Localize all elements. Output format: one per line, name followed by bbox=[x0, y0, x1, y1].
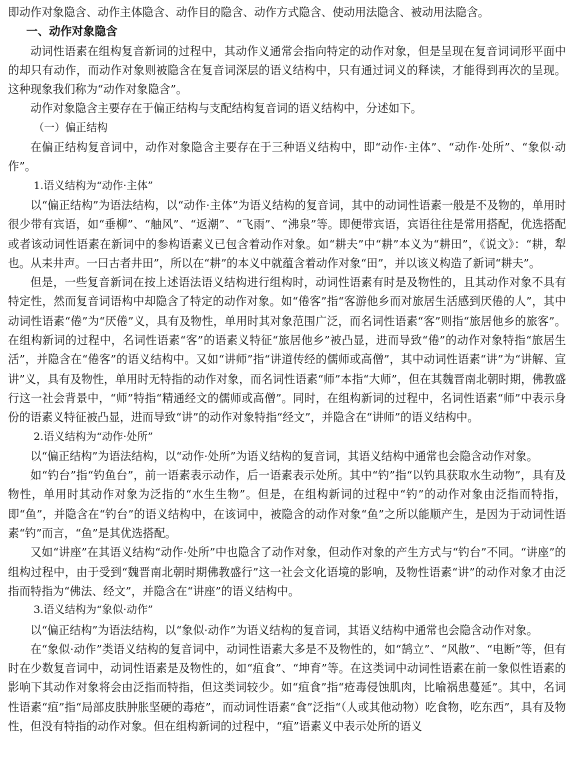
paragraph: 但是，一些复音新词在按上述语法语义结构进行组构时，动词性语素有时是及物性的，且其动作对象不具有特定性，然而复音词语构中却隐含了特定的动作对象。如“倦客”指“客游他乡而对旅居生活感到厌倦的人”，其中动词性语素“倦”为“厌倦”义，具有及物性，单用时其对象范围广泛，而名词性语素“客”则指“旅居他乡的旅客”。在组构新词的过程中，名词性语素“客”的语素义特征“旅居他乡”被凸显，进而导致“倦”的动作对象特指“旅居生活”，并隐含在“倦客”的语义结构中。又如“讲师”指“讲道传经的儒师或高僧”，其中动词性语素“讲”为“讲解、宣讲”义，具有及物性，单用时无特指的动作对象，而名词性语素“师”本指“大师”，但在其魏晋南北朝时期，佛教盛行这一社会背景中，“师”特指“精通经文的儒师或高僧”。同时，在组构新词的过程中，名词性语素“师”中表示身份的语素义特征被凸显，进而导致“讲”的动作对象特指“经文”，并隐含在“讲师”的语义结构中。 bbox=[8, 276, 566, 425]
subsection-heading: （一）偏正结构 bbox=[33, 121, 108, 134]
subsection-heading: 2.语义结构为“动作·处所” bbox=[33, 430, 154, 443]
paragraph: 动作对象隐含主要存在于偏正结构与支配结构复音词的语义结构中，分述如下。 bbox=[30, 102, 422, 116]
intro-line: 即动作对象隐含、动作主体隐含、动作目的隐含、动作方式隐含、使动用法隐含、被动用法隐含。 bbox=[8, 6, 490, 19]
paragraph: 动词性语素在组构复音新词的过程中，其动作义通常会指向特定的动作对象，但是呈现在复音词词形平面中的却只有动作，而动作对象则被隐含在复音词深层的语义结构中，只有通过词义的释读，才能得到再次的呈现。这种现象我们称为“动作对象隐含”。 bbox=[8, 44, 566, 97]
paragraph: 在偏正结构复音词中，动作对象隐含主要存在于三种语义结构中，即“动作·主体”、“动作·处所”、“象似·动作”。 bbox=[8, 141, 566, 174]
subsection-heading: 1.语义结构为“动作·主体” bbox=[33, 179, 154, 192]
paragraph: 以“偏正结构”为语法结构，以“动作·处所”为语义结构的复音词，其语义结构中通常也会隐含动作对象。 bbox=[30, 449, 538, 463]
paragraph: 在“象似·动作”类语义结构的复音词中，动词性语素大多是不及物性的，如“鹄立”、“风散”、“电断”等，但有时在少数复音词中，动词性语素是及物性的，如“疽食”、“坤育”等。在这类词中动词性语素在前一象似性语素的影响下其动作对象将会由泛指而特指，但这类词较少。如“疽食”指“疮毒侵蚀肌肉，比喻祸患蔓延”。其中，名词性语素“疽”指“局部皮肤肿胀坚硬的毒疮”，而动词性语素“食”泛指“（人或其他动物）吃食物，吃东西”，具有及物性，但没有特指的动作对象。但在组构新词的过程中，“疽”语素义中表示处所的语义 bbox=[8, 642, 566, 733]
paragraph: 以“偏正结构”为语法结构，以“象似·动作”为语义结构的复音词，其语义结构中通常也会隐含动作对象。 bbox=[30, 623, 538, 637]
paragraph: 如“钓台”指“钓鱼台”，前一语素表示动作，后一语素表示处所。其中“钓”指“以钓具获取水生动物”，具有及物性，单用时其动作对象为泛指的“水生生物”。但是，在组构新词的过程中“钓”的动作对象由泛指而特指，即“鱼”，并隐含在“钓台”的语义结构中，在该词中，被隐含的动作对象“鱼”之所以能顺产生，是因为于动词性语素“钓”而言，“鱼”是其优选搭配。 bbox=[8, 469, 566, 541]
paragraph: 又如“讲座”在其语义结构“动作·处所”中也隐含了动作对象，但动作对象的产生方式与“钓台”不同。“讲座”的组构过程中，由于受到“魏晋南北朝时期佛教盛行”这一社会文化语境的影响，及物性语素“讲”的动作对象才由泛指而特指为“佛法、经文”，并隐含在“讲座”的语义结构中。 bbox=[8, 546, 566, 598]
subsection-heading: 3.语义结构为“象似·动作” bbox=[33, 604, 154, 617]
section-heading: 一、动作对象隐含 bbox=[26, 24, 118, 39]
paragraph: 以“偏正结构”为语法结构，以“动作·主体”为语义结构的复音词，其中的动词性语素一般是不及物的，单用时很少带有宾语，如“垂柳”、“舳风”、“返潮”、“飞雨”、“沸泉”等。即便带宾语，宾语往往是常用搭配，优选搭配或者该动词性语素在新词中的参构语素义已包含着动作对象。如“耕夫”中“耕”本义为“耕田”，《说文》：“耕，犁也。从耒井声。一曰古者井田”，所以在“耕”的本义中就蕴含着动作对象“田”，并以该义构造了新词“耕夫”。 bbox=[8, 198, 566, 270]
